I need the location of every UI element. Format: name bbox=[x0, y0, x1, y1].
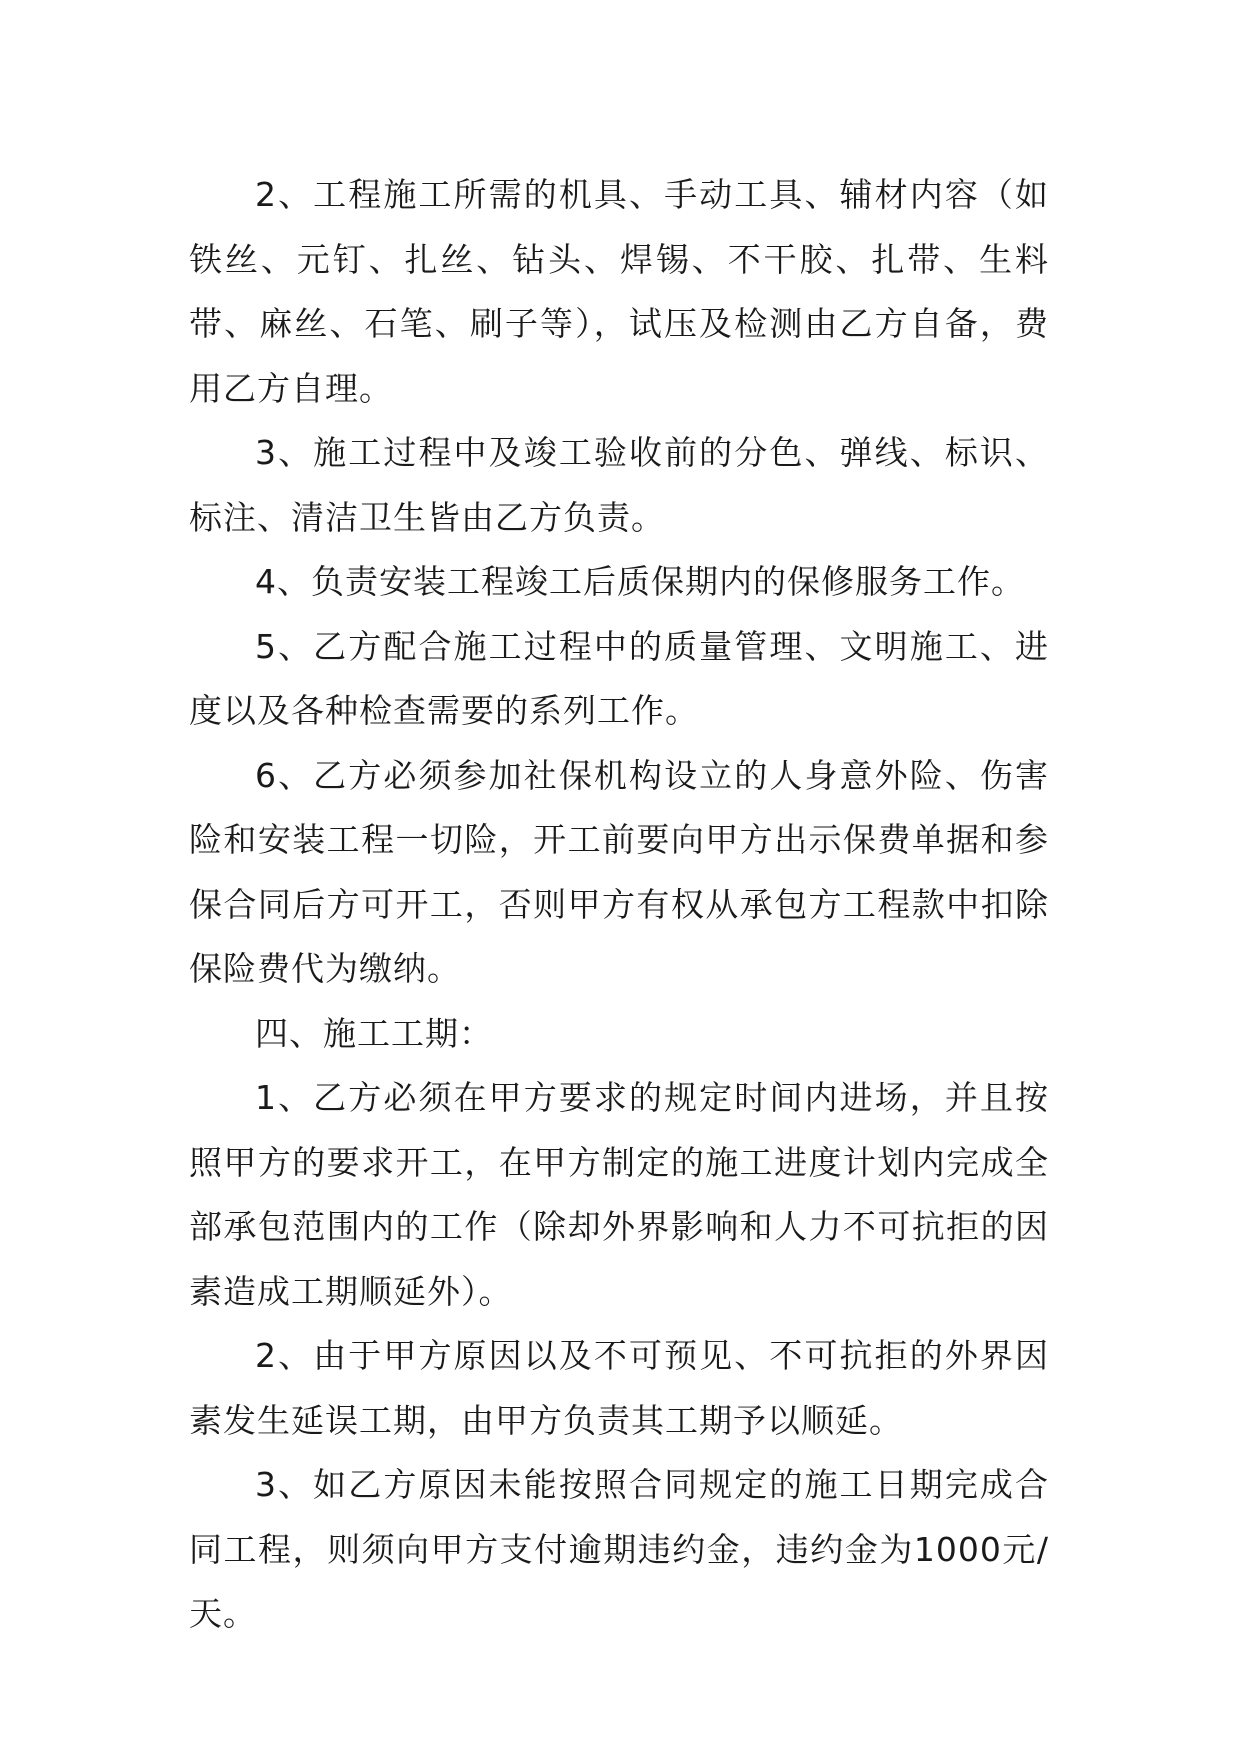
paragraph-item-6: 6、乙方必须参加社保机构设立的人身意外险、伤害险和安装工程一切险，开工前要向甲方出示保费单据和参保合同后方可开工，否则甲方有权从承包方工程款中扣除保险费代为缴纳。 bbox=[189, 755, 1049, 988]
paragraph-item-5: 5、乙方配合施工过程中的质量管理、文明施工、进度以及各种检查需要的系列工作。 bbox=[189, 626, 1049, 730]
paragraph-item-2: 2、工程施工所需的机具、手动工具、辅材内容（如铁丝、元钉、扎丝、钻头、焊锡、不干胶、扎带、生料带、麻丝、石笔、刷子等），试压及检测由乙方自备，费用乙方自理。 bbox=[189, 175, 1049, 408]
paragraph-period-item-1: 1、乙方必须在甲方要求的规定时间内进场，并且按照甲方的要求开工，在甲方制定的施工进度计划内完成全部承包范围内的工作（除却外界影响和人力不可抗拒的因素造成工期顺延外）。 bbox=[189, 1078, 1049, 1311]
section-heading-construction-period: 四、施工工期： bbox=[255, 1013, 493, 1053]
paragraph-period-item-3: 3、如乙方原因未能按照合同规定的施工日期完成合同工程，则须向甲方支付逾期违约金，违约金为1000元/天。 bbox=[189, 1465, 1049, 1633]
paragraph-item-4: 4、负责安装工程竣工后质保期内的保修服务工作。 bbox=[255, 562, 1025, 601]
paragraph-item-3: 3、施工过程中及竣工验收前的分色、弹线、标识、标注、清洁卫生皆由乙方负责。 bbox=[189, 433, 1049, 537]
document-body bbox=[189, 163, 1049, 1647]
paragraph-period-item-2: 2、由于甲方原因以及不可预见、不可抗拒的外界因素发生延误工期，由甲方负责其工期予以顺延。 bbox=[189, 1336, 1049, 1440]
